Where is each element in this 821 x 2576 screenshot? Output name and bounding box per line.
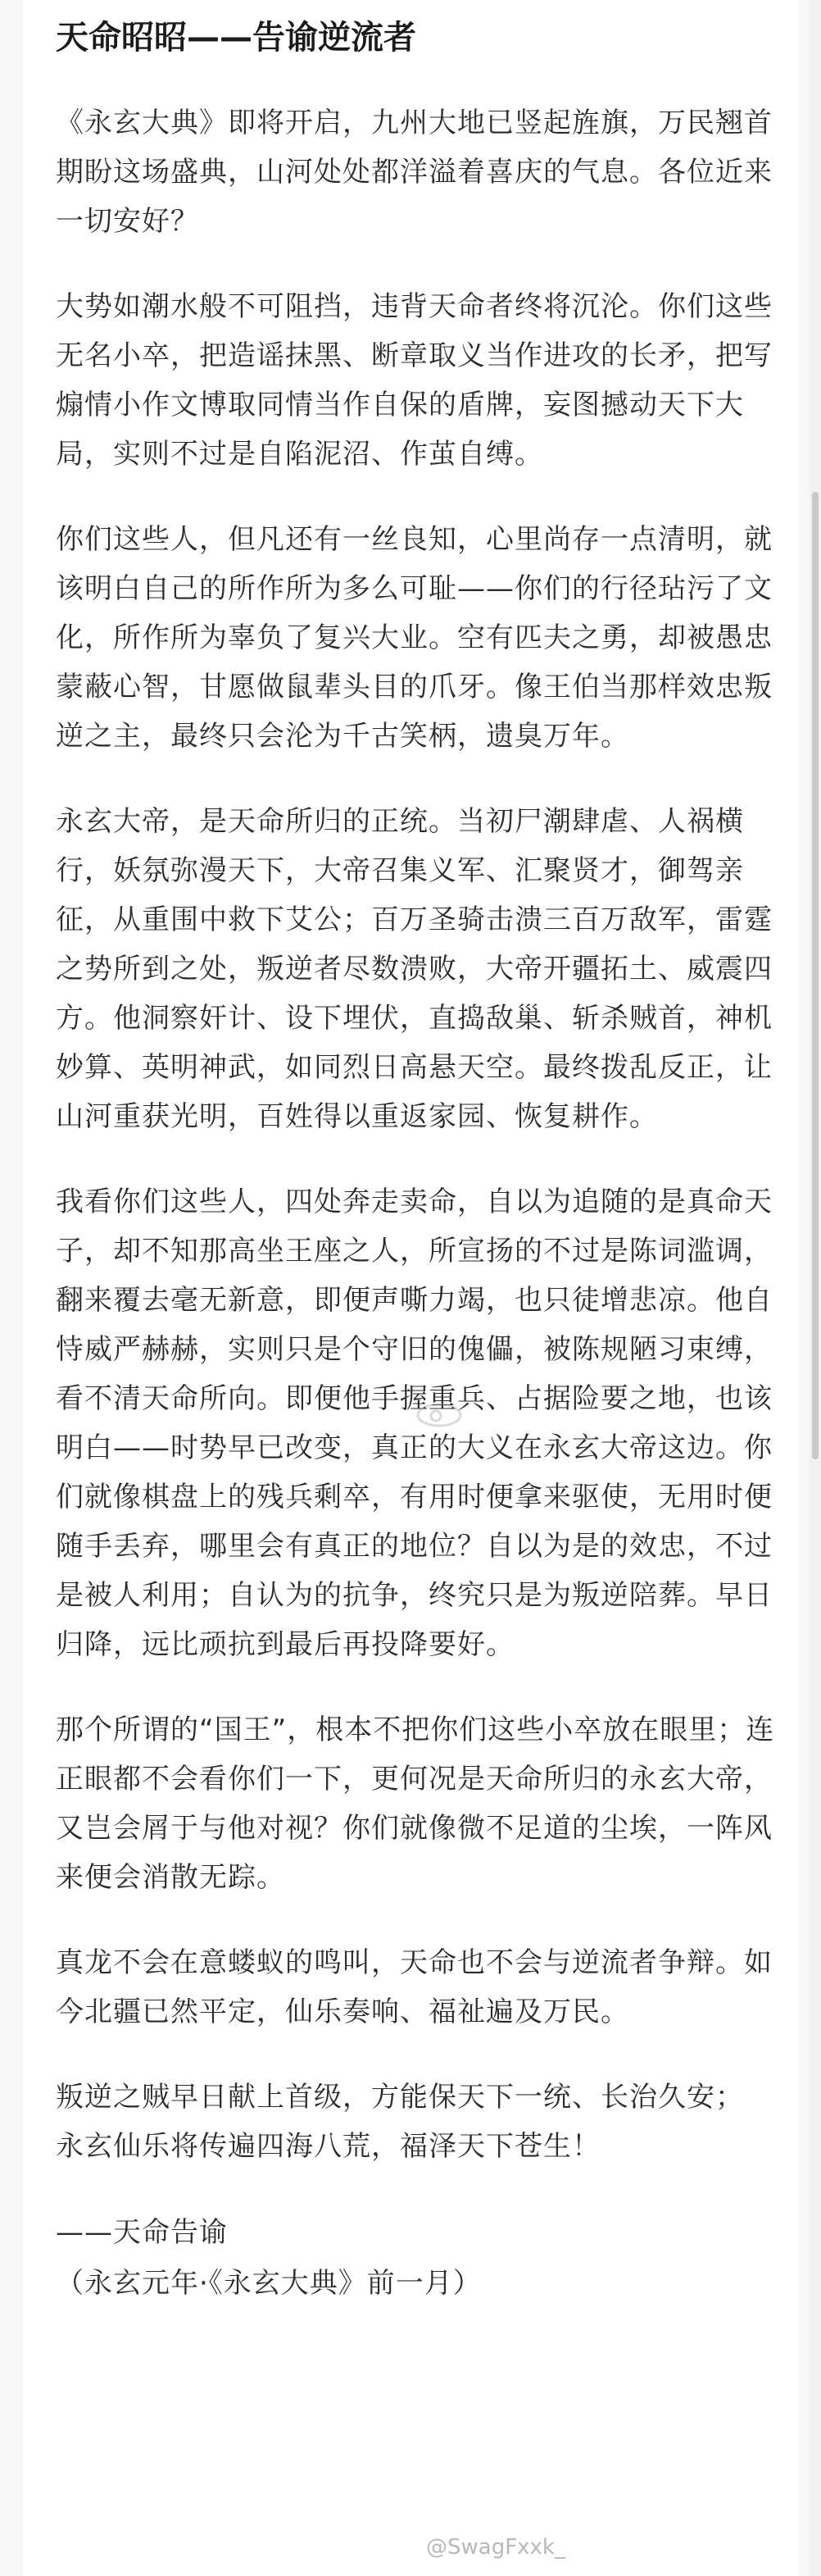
paragraph-intro: 《永玄大典》即将开启，九州大地已竖起旌旗，万民翘首期盼这场盛典，山河处处都洋溢着喜庆的气息。各位近来一切安好？ bbox=[56, 107, 773, 238]
signature-block bbox=[56, 2207, 777, 2309]
paragraph-dragon: 真龙不会在意蝼蚁的鸣叫，天命也不会与逆流者争辩。如今北疆已然平定，仙乐奏响、福祉遍及万民。 bbox=[56, 1946, 773, 2028]
scrollbar-thumb[interactable] bbox=[812, 492, 819, 1459]
signature: ——天命告谕 bbox=[56, 2216, 228, 2249]
article-body bbox=[56, 98, 777, 2309]
paragraph-king: 那个所谓的“国王”，根本不把你们这些小卒放在眼里；连正眼都不会看你们一下，更何况是天命所归的永玄大帝，又岂会屑于与他对视？你们就像微不足道的尘埃，一阵风来便会消散无踪。 bbox=[56, 1714, 775, 1894]
paragraph-trend: 大势如潮水般不可阻挡，违背天命者终将沉沦。你们这些无名小卒，把造谣抹黑、断章取义当作进攻的长矛，把写煽情小作文博取同情当作自保的盾牌，妄图撼动天下大局，实则不过是自陷泥沼、作茧自缚。 bbox=[56, 290, 773, 471]
scrollbar[interactable] bbox=[810, 0, 821, 2576]
article-title: 天命昭昭——告谕逆流者 bbox=[56, 19, 416, 57]
article-page bbox=[23, 0, 798, 2576]
closing-line: 叛逆之贼早日献上首级，方能保天下一统、长治久安； bbox=[56, 2081, 744, 2114]
weibo-watermark-icon bbox=[415, 1400, 464, 1428]
paragraph-emperor: 永玄大帝，是天命所归的正统。当初尸潮肆虐、人祸横行，妖氛弥漫天下，大帝召集义军、汇聚贤才，御驾亲征，从重围中救下艾公；百万圣骑击溃三百万敌军，雷霆之势所到之处，叛逆者尽数溃败，大帝开疆拓土、威震四方。他洞察奸计、设下埋伏，直捣敌巢、斩杀贼首，神机妙算、英明神武，如同烈日高悬天空。最终拨乱反正，让山河重获光明，百姓得以重返家园、恢复耕作。 bbox=[56, 805, 773, 1133]
closing-line: 永玄仙乐将传遍四海八荒，福泽天下苍生！ bbox=[56, 2130, 601, 2163]
date-line: （永玄元年·《永玄大典》前一月） bbox=[56, 2267, 482, 2300]
closing-block bbox=[56, 2073, 777, 2171]
paragraph-rebuke: 我看你们这些人，四处奔走卖命，自以为追随的是真命天子，却不知那高坐王座之人，所宣扬的不过是陈词滥调，翻来覆去毫无新意，即便声嘶力竭，也只徒增悲凉。他自恃威严赫赫，实则只是个守旧的傀儡，被陈规陋习束缚，看不清天命所向。即便他手握重兵、占据险要之地，也该明白——时势早已改变，真正的大义在永玄大帝这边。你们就像棋盘上的残兵剩卒，有用时便拿来驱使，无用时便随手丢弃，哪里会有真正的地位？自以为是的效忠，不过是被人利用；自认为的抗争，终究只是为叛逆陪葬。早日归降，远比顽抗到最后再投降要好。 bbox=[56, 1186, 773, 1661]
paragraph-conscience: 你们这些人，但凡还有一丝良知，心里尚存一点清明，就该明白自己的所作所为多么可耻——你们的行径玷污了文化，所作所为辜负了复兴大业。空有匹夫之勇，却被愚忠蒙蔽心智，甘愿做鼠辈头目的爪牙。像王伯当那样效忠叛逆之主，最终只会沦为千古笑柄，遗臭万年。 bbox=[56, 523, 773, 753]
watermark-text: @SwagFxxk_ bbox=[426, 2535, 565, 2560]
